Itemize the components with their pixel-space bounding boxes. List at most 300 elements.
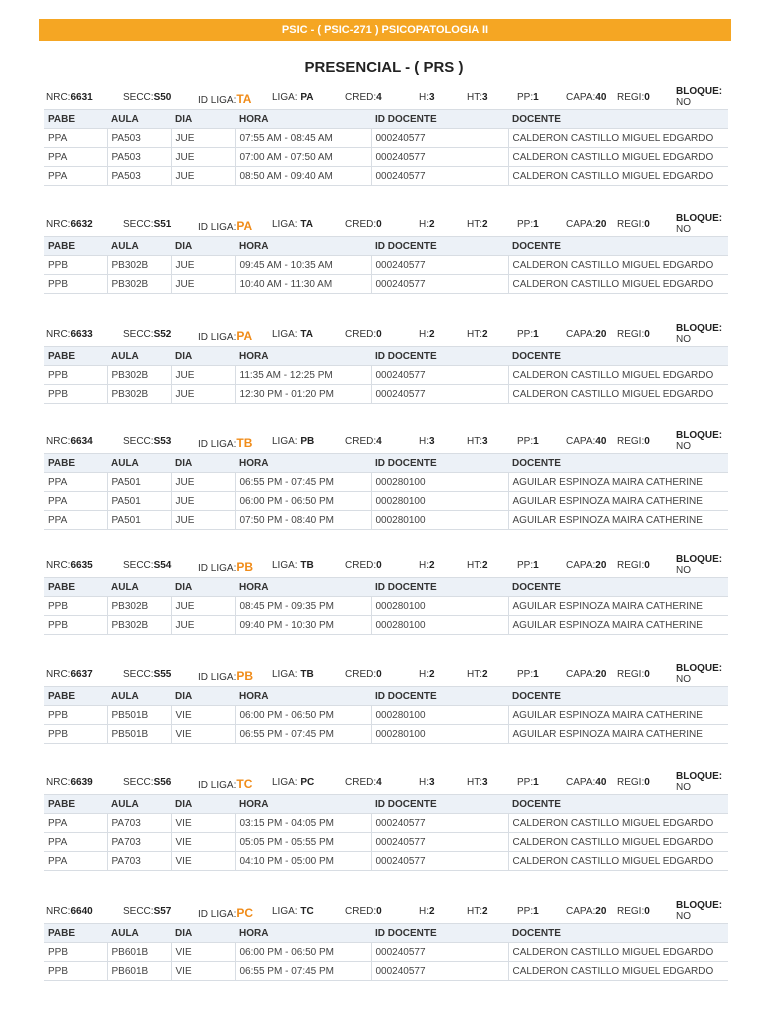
table-cell: PPA xyxy=(44,148,107,167)
table-cell: JUE xyxy=(171,597,235,616)
pp-field: PP:1 xyxy=(517,436,539,447)
cred-field: CRED:0 xyxy=(345,219,382,230)
table-cell: 06:00 PM - 06:50 PM xyxy=(235,943,371,962)
table-body xyxy=(44,366,728,404)
secc-field: SECC:S54 xyxy=(123,560,172,571)
table-cell: 07:55 AM - 08:45 AM xyxy=(235,129,371,148)
nrc-field: NRC:6635 xyxy=(46,560,93,571)
column-header-hora: HORA xyxy=(235,454,371,473)
column-header-docente: DOCENTE xyxy=(508,924,728,943)
cred-field: CRED:4 xyxy=(345,436,382,447)
table-cell: PPB xyxy=(44,597,107,616)
table-cell: CALDERON CASTILLO MIGUEL EDGARDO xyxy=(508,167,728,186)
table-cell: 000240577 xyxy=(371,256,508,275)
column-header-pabe: PABE xyxy=(44,687,107,706)
table-cell: PA703 xyxy=(107,814,171,833)
course-section xyxy=(44,430,728,530)
secc-field: SECC:S53 xyxy=(123,436,172,447)
secc-field: SECC:S56 xyxy=(123,777,172,788)
table-cell: 000240577 xyxy=(371,962,508,981)
table-cell: VIE xyxy=(171,833,235,852)
table-cell: VIE xyxy=(171,725,235,744)
table-header-row xyxy=(44,924,728,943)
course-section xyxy=(44,86,728,186)
table-cell: PPA xyxy=(44,833,107,852)
table-row xyxy=(44,275,728,294)
liga-field: LIGA: TB xyxy=(272,669,314,680)
table-cell: VIE xyxy=(171,814,235,833)
cred-field: CRED:0 xyxy=(345,560,382,571)
secc-field: SECC:S52 xyxy=(123,329,172,340)
h-field: H:3 xyxy=(419,777,435,788)
column-header-pabe: PABE xyxy=(44,795,107,814)
column-header-hora: HORA xyxy=(235,924,371,943)
cred-field: CRED:0 xyxy=(345,329,382,340)
h-field: H:3 xyxy=(419,436,435,447)
table-cell: 000280100 xyxy=(371,473,508,492)
cred-field: CRED:0 xyxy=(345,906,382,917)
table-cell: 11:35 AM - 12:25 PM xyxy=(235,366,371,385)
table-cell: 000240577 xyxy=(371,852,508,871)
column-header-docente: DOCENTE xyxy=(508,237,728,256)
table-cell: CALDERON CASTILLO MIGUEL EDGARDO xyxy=(508,962,728,981)
column-header-aula: AULA xyxy=(107,578,171,597)
pp-field: PP:1 xyxy=(517,329,539,340)
table-cell: PB302B xyxy=(107,275,171,294)
table-cell: 09:40 PM - 10:30 PM xyxy=(235,616,371,635)
ht-field: HT:2 xyxy=(467,669,488,680)
secc-field: SECC:S55 xyxy=(123,669,172,680)
table-cell: PPA xyxy=(44,129,107,148)
table-cell: 000240577 xyxy=(371,275,508,294)
table-row xyxy=(44,256,728,275)
pp-field: PP:1 xyxy=(517,906,539,917)
table-cell: PPB xyxy=(44,962,107,981)
table-body xyxy=(44,129,728,186)
table-row xyxy=(44,852,728,871)
column-header-dia: DIA xyxy=(171,924,235,943)
schedule-table xyxy=(44,577,728,635)
nrc-field: NRC:6637 xyxy=(46,669,93,680)
secc-field: SECC:S51 xyxy=(123,219,172,230)
table-cell: AGUILAR ESPINOZA MAIRA CATHERINE xyxy=(508,706,728,725)
column-header-docente: DOCENTE xyxy=(508,795,728,814)
column-header-hora: HORA xyxy=(235,578,371,597)
column-header-pabe: PABE xyxy=(44,237,107,256)
column-header-hora: HORA xyxy=(235,795,371,814)
regi-field: REGI:0 xyxy=(617,219,650,230)
course-section xyxy=(44,663,728,744)
table-cell: AGUILAR ESPINOZA MAIRA CATHERINE xyxy=(508,473,728,492)
schedule-table xyxy=(44,346,728,404)
table-row xyxy=(44,725,728,744)
capa-field: CAPA:40 xyxy=(566,436,607,447)
ht-field: HT:3 xyxy=(467,777,488,788)
id-liga-field: ID LIGA:PB xyxy=(198,669,254,683)
table-cell: VIE xyxy=(171,706,235,725)
cred-field: CRED:4 xyxy=(345,92,382,103)
bloque-field: BLOQUE: NO xyxy=(676,86,723,108)
table-cell: AGUILAR ESPINOZA MAIRA CATHERINE xyxy=(508,725,728,744)
section-meta xyxy=(44,771,728,794)
course-title-banner: PSIC - ( PSIC-271 ) PSICOPATOLOGIA II xyxy=(39,19,731,41)
table-cell: PA503 xyxy=(107,129,171,148)
table-cell: JUE xyxy=(171,148,235,167)
regi-field: REGI:0 xyxy=(617,436,650,447)
table-row xyxy=(44,814,728,833)
column-header-id-docente: ID DOCENTE xyxy=(371,454,508,473)
table-cell: PPB xyxy=(44,385,107,404)
course-section xyxy=(44,554,728,635)
table-header-row xyxy=(44,110,728,129)
table-cell: PB501B xyxy=(107,706,171,725)
column-header-aula: AULA xyxy=(107,454,171,473)
schedule-table xyxy=(44,109,728,186)
table-row xyxy=(44,706,728,725)
column-header-hora: HORA xyxy=(235,237,371,256)
cred-field: CRED:0 xyxy=(345,669,382,680)
table-cell: PB601B xyxy=(107,943,171,962)
regi-field: REGI:0 xyxy=(617,669,650,680)
table-cell: VIE xyxy=(171,943,235,962)
column-header-aula: AULA xyxy=(107,795,171,814)
table-cell: 000240577 xyxy=(371,167,508,186)
table-body xyxy=(44,473,728,530)
table-cell: 07:00 AM - 07:50 AM xyxy=(235,148,371,167)
pp-field: PP:1 xyxy=(517,669,539,680)
schedule-table xyxy=(44,923,728,981)
course-section xyxy=(44,213,728,294)
bloque-field: BLOQUE: NO xyxy=(676,900,723,922)
table-row xyxy=(44,833,728,852)
column-header-id-docente: ID DOCENTE xyxy=(371,795,508,814)
bloque-field: BLOQUE: NO xyxy=(676,323,723,345)
nrc-field: NRC:6639 xyxy=(46,777,93,788)
table-cell: PB302B xyxy=(107,385,171,404)
section-meta xyxy=(44,554,728,577)
table-row xyxy=(44,943,728,962)
section-meta xyxy=(44,430,728,453)
table-cell: JUE xyxy=(171,473,235,492)
table-cell: PPB xyxy=(44,706,107,725)
column-header-hora: HORA xyxy=(235,347,371,366)
table-cell: 000240577 xyxy=(371,814,508,833)
table-body xyxy=(44,814,728,871)
column-header-dia: DIA xyxy=(171,110,235,129)
table-row xyxy=(44,129,728,148)
table-cell: 000280100 xyxy=(371,492,508,511)
table-cell: PB302B xyxy=(107,597,171,616)
table-cell: 06:55 PM - 07:45 PM xyxy=(235,962,371,981)
table-cell: 06:55 PM - 07:45 PM xyxy=(235,725,371,744)
table-cell: PB302B xyxy=(107,256,171,275)
table-cell: VIE xyxy=(171,852,235,871)
regi-field: REGI:0 xyxy=(617,329,650,340)
table-row xyxy=(44,366,728,385)
h-field: H:2 xyxy=(419,560,435,571)
column-header-aula: AULA xyxy=(107,347,171,366)
table-body xyxy=(44,597,728,635)
column-header-id-docente: ID DOCENTE xyxy=(371,110,508,129)
column-header-dia: DIA xyxy=(171,237,235,256)
nrc-field: NRC:6632 xyxy=(46,219,93,230)
h-field: H:2 xyxy=(419,219,435,230)
table-cell: 000280100 xyxy=(371,616,508,635)
capa-field: CAPA:20 xyxy=(566,906,607,917)
section-meta xyxy=(44,900,728,923)
table-cell: JUE xyxy=(171,256,235,275)
table-cell: AGUILAR ESPINOZA MAIRA CATHERINE xyxy=(508,511,728,530)
capa-field: CAPA:20 xyxy=(566,219,607,230)
table-cell: 000240577 xyxy=(371,833,508,852)
liga-field: LIGA: TA xyxy=(272,329,313,340)
nrc-field: NRC:6634 xyxy=(46,436,93,447)
regi-field: REGI:0 xyxy=(617,560,650,571)
capa-field: CAPA:20 xyxy=(566,669,607,680)
table-row xyxy=(44,148,728,167)
table-cell: 000240577 xyxy=(371,148,508,167)
table-header-row xyxy=(44,578,728,597)
regi-field: REGI:0 xyxy=(617,92,650,103)
nrc-field: NRC:6631 xyxy=(46,92,93,103)
table-row xyxy=(44,473,728,492)
id-liga-field: ID LIGA:PA xyxy=(198,329,253,343)
table-cell: 000240577 xyxy=(371,366,508,385)
column-header-aula: AULA xyxy=(107,687,171,706)
regi-field: REGI:0 xyxy=(617,777,650,788)
table-cell: PPB xyxy=(44,366,107,385)
bloque-field: BLOQUE: NO xyxy=(676,771,723,793)
liga-field: LIGA: TA xyxy=(272,219,313,230)
table-cell: 000240577 xyxy=(371,129,508,148)
table-row xyxy=(44,385,728,404)
column-header-pabe: PABE xyxy=(44,110,107,129)
capa-field: CAPA:20 xyxy=(566,329,607,340)
column-header-docente: DOCENTE xyxy=(508,578,728,597)
pp-field: PP:1 xyxy=(517,219,539,230)
table-cell: JUE xyxy=(171,616,235,635)
table-cell: CALDERON CASTILLO MIGUEL EDGARDO xyxy=(508,814,728,833)
table-cell: PA703 xyxy=(107,852,171,871)
table-cell: PPA xyxy=(44,473,107,492)
table-cell: PA503 xyxy=(107,167,171,186)
column-header-id-docente: ID DOCENTE xyxy=(371,687,508,706)
table-cell: 06:00 PM - 06:50 PM xyxy=(235,492,371,511)
section-meta xyxy=(44,663,728,686)
table-row xyxy=(44,616,728,635)
schedule-table xyxy=(44,236,728,294)
id-liga-field: ID LIGA:TB xyxy=(198,436,253,450)
h-field: H:2 xyxy=(419,669,435,680)
ht-field: HT:2 xyxy=(467,906,488,917)
table-row xyxy=(44,597,728,616)
table-cell: CALDERON CASTILLO MIGUEL EDGARDO xyxy=(508,385,728,404)
table-cell: 08:50 AM - 09:40 AM xyxy=(235,167,371,186)
column-header-aula: AULA xyxy=(107,110,171,129)
table-cell: PPA xyxy=(44,852,107,871)
table-cell: 12:30 PM - 01:20 PM xyxy=(235,385,371,404)
column-header-pabe: PABE xyxy=(44,924,107,943)
bloque-field: BLOQUE: NO xyxy=(676,430,723,452)
table-cell: 000240577 xyxy=(371,943,508,962)
table-cell: PB302B xyxy=(107,366,171,385)
table-cell: JUE xyxy=(171,511,235,530)
course-section xyxy=(44,900,728,981)
table-cell: 08:45 PM - 09:35 PM xyxy=(235,597,371,616)
column-header-id-docente: ID DOCENTE xyxy=(371,924,508,943)
table-cell: 000280100 xyxy=(371,725,508,744)
nrc-field: NRC:6640 xyxy=(46,906,93,917)
bloque-field: BLOQUE: NO xyxy=(676,663,723,685)
id-liga-field: ID LIGA:PA xyxy=(198,219,253,233)
h-field: H:2 xyxy=(419,329,435,340)
table-cell: PPB xyxy=(44,943,107,962)
liga-field: LIGA: PA xyxy=(272,92,314,103)
bloque-field: BLOQUE: NO xyxy=(676,554,723,576)
table-cell: 07:50 PM - 08:40 PM xyxy=(235,511,371,530)
table-cell: PA501 xyxy=(107,492,171,511)
table-cell: 06:55 PM - 07:45 PM xyxy=(235,473,371,492)
secc-field: SECC:S50 xyxy=(123,92,172,103)
table-cell: 04:10 PM - 05:00 PM xyxy=(235,852,371,871)
column-header-dia: DIA xyxy=(171,454,235,473)
ht-field: HT:3 xyxy=(467,92,488,103)
table-cell: PB302B xyxy=(107,616,171,635)
table-cell: PPA xyxy=(44,814,107,833)
nrc-field: NRC:6633 xyxy=(46,329,93,340)
table-cell: 05:05 PM - 05:55 PM xyxy=(235,833,371,852)
table-cell: PA501 xyxy=(107,473,171,492)
liga-field: LIGA: PC xyxy=(272,777,315,788)
table-cell: PB601B xyxy=(107,962,171,981)
table-cell: CALDERON CASTILLO MIGUEL EDGARDO xyxy=(508,366,728,385)
table-header-row xyxy=(44,237,728,256)
id-liga-field: ID LIGA:PB xyxy=(198,560,254,574)
table-cell: PPA xyxy=(44,167,107,186)
column-header-docente: DOCENTE xyxy=(508,110,728,129)
table-cell: PPA xyxy=(44,511,107,530)
table-cell: AGUILAR ESPINOZA MAIRA CATHERINE xyxy=(508,492,728,511)
section-meta xyxy=(44,323,728,346)
table-cell: CALDERON CASTILLO MIGUEL EDGARDO xyxy=(508,943,728,962)
table-cell: AGUILAR ESPINOZA MAIRA CATHERINE xyxy=(508,597,728,616)
table-cell: 10:40 AM - 11:30 AM xyxy=(235,275,371,294)
column-header-aula: AULA xyxy=(107,237,171,256)
id-liga-field: ID LIGA:TA xyxy=(198,92,252,106)
column-header-docente: DOCENTE xyxy=(508,687,728,706)
column-header-dia: DIA xyxy=(171,578,235,597)
schedule-table xyxy=(44,686,728,744)
table-cell: CALDERON CASTILLO MIGUEL EDGARDO xyxy=(508,129,728,148)
table-row xyxy=(44,167,728,186)
capa-field: CAPA:20 xyxy=(566,560,607,571)
table-cell: 06:00 PM - 06:50 PM xyxy=(235,706,371,725)
regi-field: REGI:0 xyxy=(617,906,650,917)
pp-field: PP:1 xyxy=(517,92,539,103)
column-header-docente: DOCENTE xyxy=(508,347,728,366)
liga-field: LIGA: TB xyxy=(272,560,314,571)
course-section xyxy=(44,771,728,871)
table-cell: 000240577 xyxy=(371,385,508,404)
table-cell: CALDERON CASTILLO MIGUEL EDGARDO xyxy=(508,148,728,167)
h-field: H:2 xyxy=(419,906,435,917)
bloque-field: BLOQUE: NO xyxy=(676,213,723,235)
pp-field: PP:1 xyxy=(517,560,539,571)
table-cell: 000280100 xyxy=(371,511,508,530)
secc-field: SECC:S57 xyxy=(123,906,172,917)
table-body xyxy=(44,256,728,294)
table-cell: PA503 xyxy=(107,148,171,167)
column-header-hora: HORA xyxy=(235,110,371,129)
column-header-dia: DIA xyxy=(171,347,235,366)
table-cell: JUE xyxy=(171,275,235,294)
section-meta xyxy=(44,86,728,109)
table-cell: AGUILAR ESPINOZA MAIRA CATHERINE xyxy=(508,616,728,635)
table-cell: PA501 xyxy=(107,511,171,530)
pp-field: PP:1 xyxy=(517,777,539,788)
course-section xyxy=(44,323,728,404)
table-row xyxy=(44,492,728,511)
table-cell: PA703 xyxy=(107,833,171,852)
table-body xyxy=(44,943,728,981)
h-field: H:3 xyxy=(419,92,435,103)
table-header-row xyxy=(44,795,728,814)
table-cell: CALDERON CASTILLO MIGUEL EDGARDO xyxy=(508,275,728,294)
table-cell: PPB xyxy=(44,256,107,275)
table-header-row xyxy=(44,454,728,473)
table-cell: CALDERON CASTILLO MIGUEL EDGARDO xyxy=(508,852,728,871)
table-cell: 000280100 xyxy=(371,706,508,725)
cred-field: CRED:4 xyxy=(345,777,382,788)
ht-field: HT:2 xyxy=(467,219,488,230)
capa-field: CAPA:40 xyxy=(566,92,607,103)
table-cell: PPA xyxy=(44,492,107,511)
table-cell: PPB xyxy=(44,275,107,294)
schedule-table xyxy=(44,794,728,871)
column-header-dia: DIA xyxy=(171,795,235,814)
id-liga-field: ID LIGA:TC xyxy=(198,777,253,791)
section-meta xyxy=(44,213,728,236)
table-row xyxy=(44,511,728,530)
ht-field: HT:3 xyxy=(467,436,488,447)
column-header-docente: DOCENTE xyxy=(508,454,728,473)
capa-field: CAPA:40 xyxy=(566,777,607,788)
column-header-pabe: PABE xyxy=(44,347,107,366)
table-cell: JUE xyxy=(171,492,235,511)
column-header-id-docente: ID DOCENTE xyxy=(371,347,508,366)
liga-field: LIGA: TC xyxy=(272,906,314,917)
table-header-row xyxy=(44,347,728,366)
column-header-pabe: PABE xyxy=(44,578,107,597)
column-header-pabe: PABE xyxy=(44,454,107,473)
table-cell: JUE xyxy=(171,385,235,404)
table-cell: PB501B xyxy=(107,725,171,744)
column-header-aula: AULA xyxy=(107,924,171,943)
liga-field: LIGA: PB xyxy=(272,436,315,447)
column-header-dia: DIA xyxy=(171,687,235,706)
table-cell: CALDERON CASTILLO MIGUEL EDGARDO xyxy=(508,256,728,275)
table-cell: PPB xyxy=(44,616,107,635)
table-cell: VIE xyxy=(171,962,235,981)
table-cell: 03:15 PM - 04:05 PM xyxy=(235,814,371,833)
table-cell: JUE xyxy=(171,167,235,186)
table-row xyxy=(44,962,728,981)
table-cell: 000280100 xyxy=(371,597,508,616)
table-cell: 09:45 AM - 10:35 AM xyxy=(235,256,371,275)
table-cell: JUE xyxy=(171,129,235,148)
table-header-row xyxy=(44,687,728,706)
modality-title: PRESENCIAL - ( PRS ) xyxy=(304,59,464,76)
